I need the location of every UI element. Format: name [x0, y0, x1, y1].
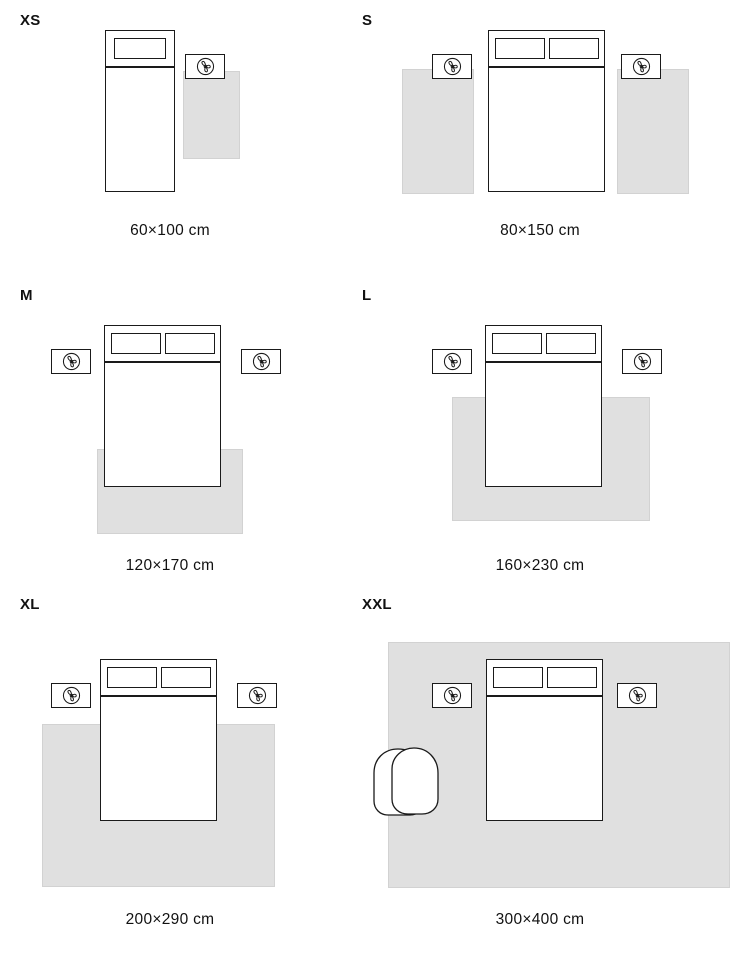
size-label-s: S	[362, 12, 373, 29]
lamp-icon	[627, 685, 648, 706]
pillow-s-left	[495, 38, 545, 59]
dimension-label-xl: 200×290 cm	[125, 911, 215, 928]
diagram-xxl	[340, 625, 740, 910]
nightstand-s-right	[621, 54, 661, 79]
nightstand-m-right	[241, 349, 281, 374]
diagram-xs	[0, 24, 340, 199]
size-label-xs: XS	[20, 12, 41, 29]
lamp-icon	[442, 351, 463, 372]
pillow-s-right	[549, 38, 599, 59]
nightstand-xxl-left	[432, 683, 472, 708]
pillow-xl-right	[161, 667, 211, 688]
rug-shape-s-left	[402, 69, 474, 194]
lamp-icon	[61, 351, 82, 372]
rug-shape-s-right	[617, 69, 689, 194]
diagram-xl	[0, 625, 340, 910]
lamp-icon	[442, 56, 463, 77]
pillow-xxl-right	[547, 667, 597, 688]
dimension-label-xs: 60×100 cm	[130, 222, 210, 239]
size-label-xxl: XXL	[362, 596, 392, 613]
diagram-m	[0, 301, 340, 541]
dimension-label-xxl: 300×400 cm	[495, 911, 585, 928]
size-label-l: L	[362, 287, 372, 304]
nightstand-xxl-right	[617, 683, 657, 708]
dimension-label-m: 120×170 cm	[125, 557, 215, 574]
pillow-l-left	[492, 333, 542, 354]
pillow-m-right	[165, 333, 215, 354]
size-card-xl	[0, 585, 340, 960]
lamp-icon	[195, 56, 216, 77]
lamp-icon	[632, 351, 653, 372]
pillow-xxl-left	[493, 667, 543, 688]
lamp-icon	[631, 56, 652, 77]
dimension-label-s: 80×150 cm	[500, 222, 580, 239]
bed-xxl	[486, 696, 603, 821]
diagram-s	[340, 24, 740, 199]
nightstand-l-left	[432, 349, 472, 374]
dimension-label-l: 160×230 cm	[495, 557, 585, 574]
lamp-icon	[442, 685, 463, 706]
size-card-m	[0, 275, 340, 585]
lamp-icon	[247, 685, 268, 706]
lamp-icon	[61, 685, 82, 706]
size-card-xs	[0, 0, 340, 262]
armchair-icon	[362, 739, 454, 827]
pillow-m-left	[111, 333, 161, 354]
nightstand-xs	[185, 54, 225, 79]
nightstand-l-right	[622, 349, 662, 374]
diagram-l	[340, 301, 740, 541]
nightstand-xl-right	[237, 683, 277, 708]
size-card-s	[340, 0, 740, 262]
size-label-xl: XL	[20, 596, 40, 613]
size-label-m: M	[20, 287, 33, 304]
size-card-l	[340, 275, 740, 585]
bed-l	[485, 362, 602, 487]
size-card-xxl	[340, 585, 740, 960]
bed-m	[104, 362, 221, 487]
bed-s	[488, 67, 605, 192]
lamp-icon	[251, 351, 272, 372]
rug-shape-xs	[183, 71, 240, 159]
pillow-xs	[114, 38, 166, 59]
bed-xl	[100, 696, 217, 821]
bed-xs	[105, 67, 175, 192]
pillow-xl-left	[107, 667, 157, 688]
nightstand-xl-left	[51, 683, 91, 708]
nightstand-m-left	[51, 349, 91, 374]
pillow-l-right	[546, 333, 596, 354]
nightstand-s-left	[432, 54, 472, 79]
